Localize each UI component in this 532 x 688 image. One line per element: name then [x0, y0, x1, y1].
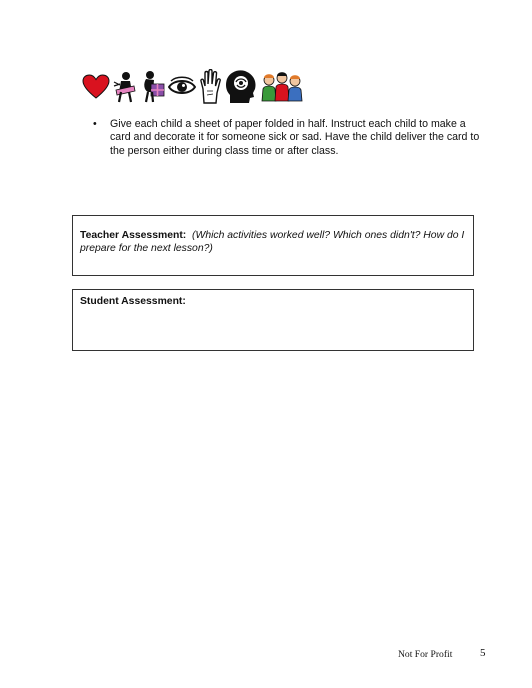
teacher-assessment-prompt-cont: prepare for the next lesson?) — [80, 243, 213, 254]
teacher-assessment-prompt: (Which activities worked well? Which ones didn't? How do I — [192, 230, 465, 241]
activity-bullet — [93, 118, 483, 158]
teacher-assessment-line2 — [80, 242, 467, 255]
head-profile-icon — [224, 69, 258, 105]
teacher-assessment-label: Teacher Assessment: — [80, 230, 187, 241]
page-number: 5 — [480, 647, 486, 659]
child-cutting-paper-icon — [112, 70, 138, 104]
hand-icon — [198, 69, 222, 105]
heart-icon — [82, 73, 110, 101]
bullet-text — [110, 118, 483, 158]
bullet-line: card and decorate it for someone sick or sad. Have the child deliver the card to — [110, 131, 480, 144]
teacher-assessment-line1 — [80, 229, 467, 242]
teacher-assessment-box[interactable] — [72, 215, 474, 276]
bullet-line: the person either during class time or after class. — [110, 144, 339, 157]
student-assessment-box[interactable] — [72, 289, 474, 351]
bullet-dot: • — [93, 118, 97, 130]
student-assessment-label: Student Assessment: — [80, 296, 186, 307]
icon-row — [82, 68, 304, 106]
bullet-line: Give each child a sheet of paper folded in half. Instruct each child to make a — [110, 118, 466, 130]
group-of-children-icon — [260, 71, 304, 103]
eye-icon — [168, 76, 196, 98]
child-with-gift-icon — [140, 70, 166, 104]
footer-text: Not For Profit — [398, 649, 453, 660]
